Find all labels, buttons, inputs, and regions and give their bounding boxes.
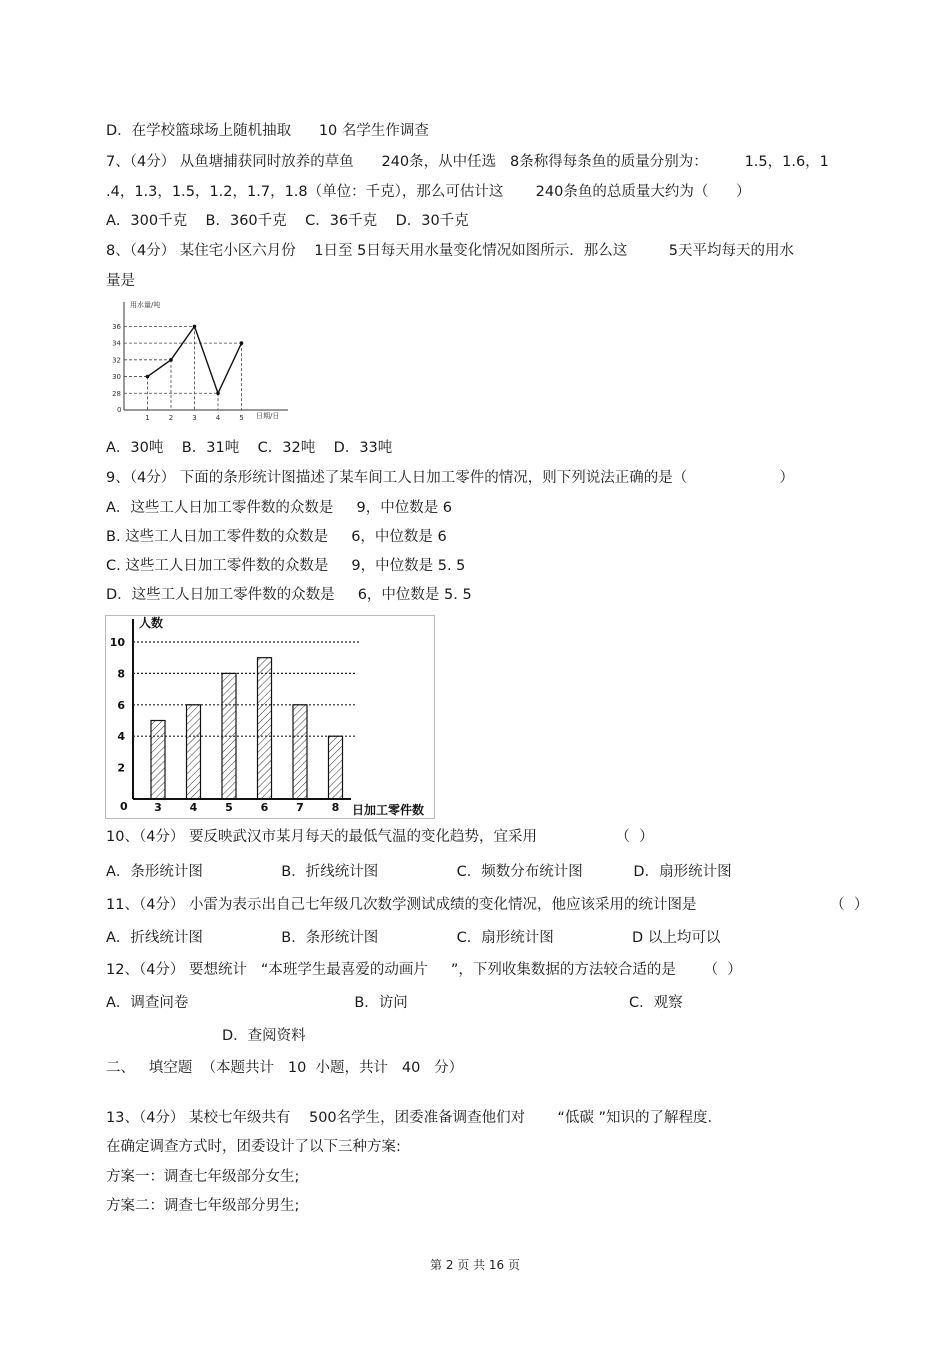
- x-tick-4: 4: [215, 414, 221, 422]
- x-tick-3: 3: [154, 801, 162, 814]
- bar-4: [187, 705, 201, 799]
- x-axis-label: 日期/日: [256, 412, 280, 420]
- text-line-8: 9、（4分） 下面的条形统计图描述了某车间工人日加工零件的情况，则下列说法正确的是（ ）: [106, 470, 794, 486]
- x-tick-5: 5: [239, 414, 244, 422]
- text-line-3: .4，1.3，1.5，1.2，1.7，1.8（单位：千克），那么可估计这 240条鱼的总质量大约为（ ）: [106, 184, 751, 200]
- y-axis-label: 用水量/吨: [130, 301, 161, 309]
- water-usage-line-chart: [106, 298, 298, 424]
- x-axis-label: 日加工零件数: [352, 803, 425, 817]
- parts-bar-chart: [105, 615, 435, 819]
- y-axis-label: 人数: [139, 616, 164, 630]
- y-tick-10: 10: [109, 636, 125, 649]
- text-line-19: D．查阅资料: [222, 1028, 306, 1044]
- text-line-20: 二、 填空题 （本题共计 10 小题，共计 40 分）: [106, 1060, 464, 1076]
- y-tick-28: 28: [112, 389, 121, 398]
- x-tick-7: 7: [296, 801, 304, 814]
- text-line-11: C. 这些工人日加工零件数的众数是 9，中位数是 5. 5: [106, 558, 466, 574]
- x-tick-1: 1: [145, 414, 150, 422]
- text-line-12: D．这些工人日加工零件数的众数是 6，中位数是 5. 5: [106, 587, 472, 603]
- bar-3: [151, 721, 165, 800]
- point-day-2: [169, 358, 173, 362]
- x-tick-8: 8: [331, 801, 340, 814]
- text-line-21: 13、（4分） 某校七年级共有 500名学生，团委准备调查他们对 “低碳 ”知识的了解程度．: [106, 1110, 723, 1126]
- y-tick-4: 4: [117, 730, 125, 744]
- y-tick-6: 6: [117, 698, 125, 712]
- x-tick-3: 3: [192, 414, 197, 422]
- text-line-18: A．调查问卷 B．访问 C．观察: [106, 995, 683, 1011]
- text-line-6: 量是: [106, 273, 135, 289]
- point-day-3: [193, 325, 197, 329]
- x-tick-5: 5: [225, 801, 233, 814]
- origin-label: 0: [117, 406, 122, 414]
- text-line-4: A．300千克 B．360千克 C．36千克 D．30千克: [106, 213, 469, 229]
- text-line-14: A．条形统计图 B．折线统计图 C．频数分布统计图 D．扇形统计图: [106, 864, 732, 880]
- text-line-24: 方案二：调查七年级部分男生;: [106, 1198, 300, 1214]
- bar-8: [329, 736, 343, 799]
- bar-6: [258, 658, 272, 799]
- x-tick-6: 6: [260, 801, 269, 814]
- text-line-13: 10、（4分） 要反映武汉市某月每天的最低气温的变化趋势，宜采用 （ ）: [106, 829, 654, 845]
- text-line-16: A．折线统计图 B．条形统计图 C．扇形统计图 D 以上均可以: [106, 930, 721, 946]
- text-line-9: A．这些工人日加工零件数的众数是 9，中位数是 6: [106, 500, 453, 516]
- y-tick-8: 8: [117, 667, 125, 681]
- y-tick-2: 2: [117, 761, 125, 775]
- point-day-1: [146, 375, 150, 379]
- text-line-5: 8、（4分） 某住宅小区六月份 1日至 5日每天用水量变化情况如图所示．那么这 5天平均每天的用水: [106, 243, 795, 259]
- text-line-2: 7、（4分） 从鱼塘捕获同时放养的草鱼 240条，从中任选 8条称得每条鱼的质量分别为： 1.5，1.6，1: [106, 154, 829, 170]
- bar-7: [293, 705, 307, 799]
- point-day-5: [240, 341, 244, 345]
- text-line-17: 12、（4分） 要想统计 “本班学生最喜爱的动画片 ”，下列收集数据的方法较合适的是 （ ）: [106, 962, 742, 978]
- text-line-10: B. 这些工人日加工零件数的众数是 6，中位数是 6: [106, 529, 447, 545]
- page-footer: 第 2 页 共 16 页: [430, 1258, 520, 1272]
- y-tick-32: 32: [112, 356, 121, 365]
- x-tick-2: 2: [168, 414, 174, 422]
- x-tick-4: 4: [189, 801, 198, 814]
- bar-5: [222, 673, 236, 799]
- origin-label: 0: [120, 800, 128, 813]
- text-line-1: D．在学校篮球场上随机抽取 10 名学生作调查: [106, 123, 429, 139]
- text-line-22: 在确定调查方式时，团委设计了以下三种方案:: [106, 1139, 401, 1155]
- y-tick-30: 30: [112, 373, 121, 382]
- y-tick-34: 34: [112, 339, 121, 348]
- point-day-4: [216, 391, 220, 395]
- text-line-15: 11、（4分） 小雷为表示出自己七年级几次数学测试成绩的变化情况，他应该采用的统计图是 （ ）: [106, 897, 869, 913]
- y-tick-36: 36: [112, 322, 121, 331]
- text-line-23: 方案一：调查七年级部分女生;: [106, 1169, 300, 1185]
- text-line-7: A．30吨 B．31吨 C．32吨 D．33吨: [106, 440, 393, 456]
